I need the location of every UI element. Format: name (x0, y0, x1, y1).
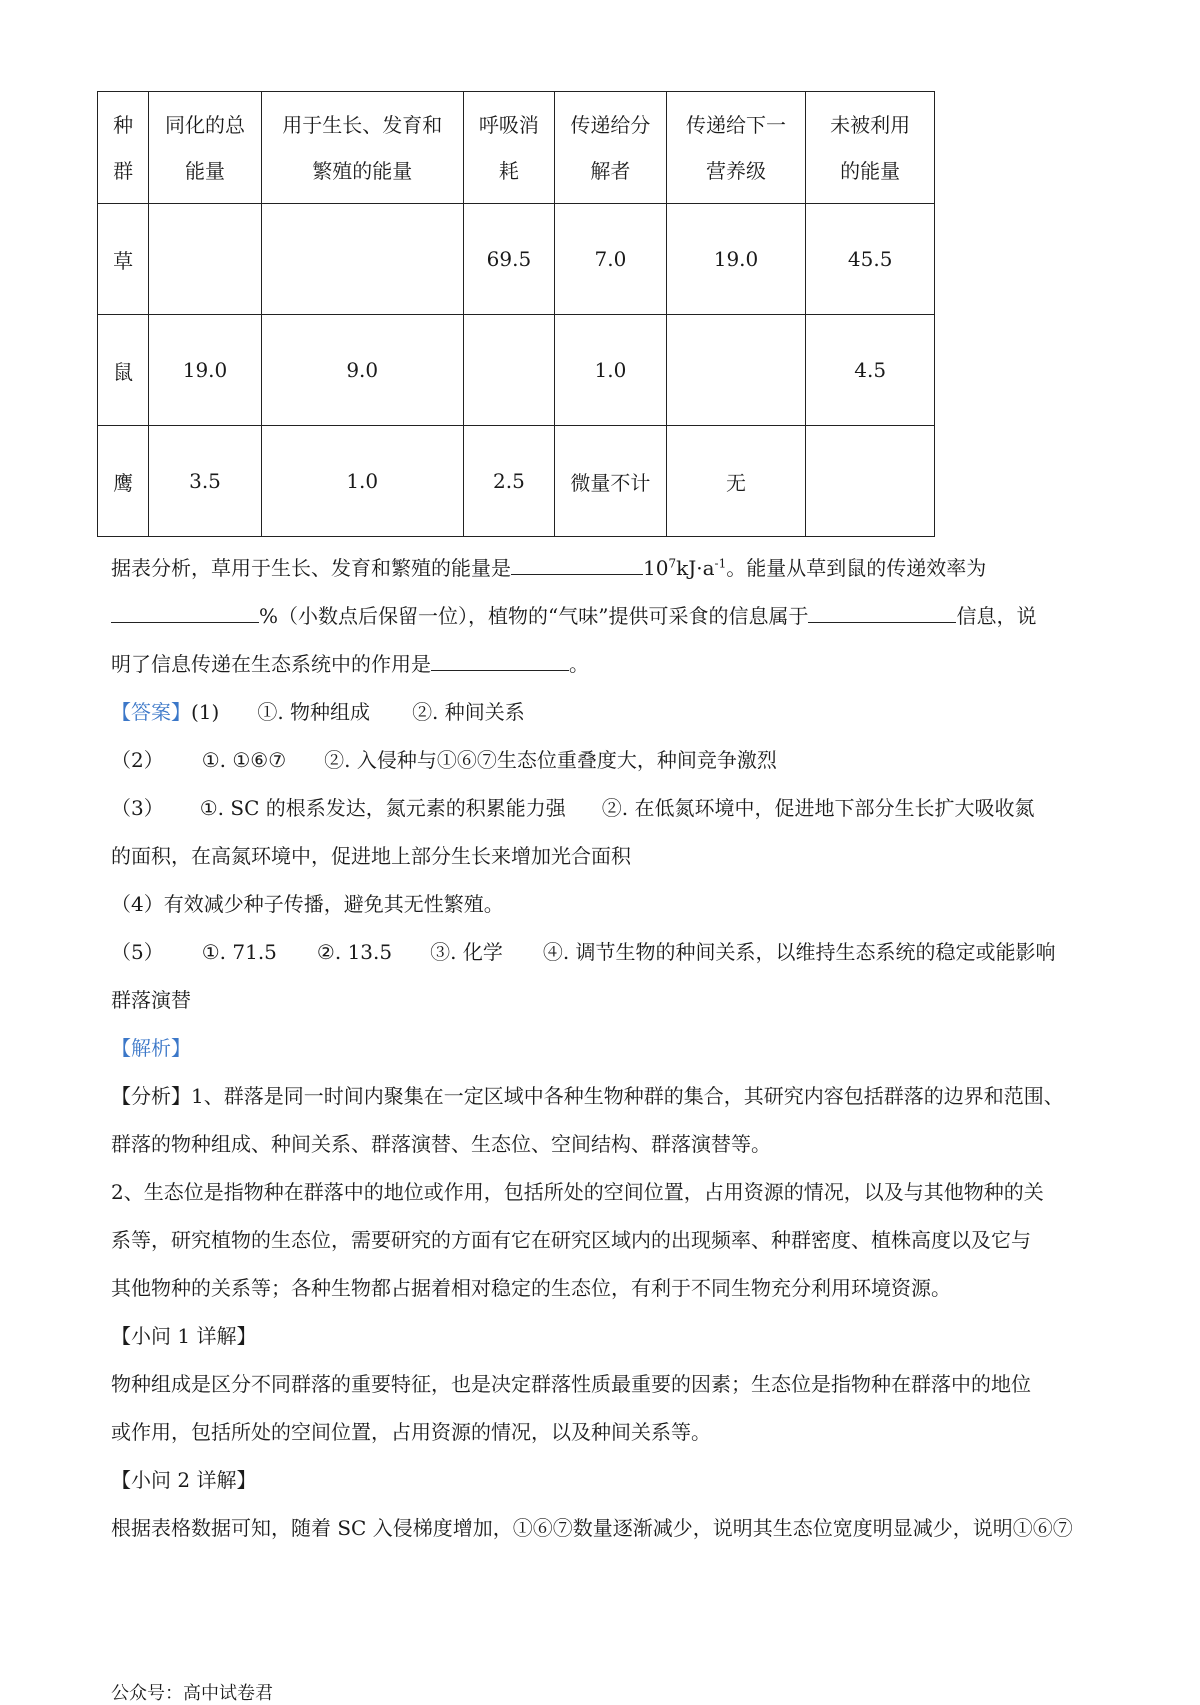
table-cell: 鹰 (98, 426, 149, 537)
unit-text: kJ·a (676, 556, 715, 580)
answer-blank (431, 650, 569, 671)
answer-number: （5） (111, 940, 164, 964)
unit-exponent: -1 (714, 556, 727, 571)
answer-item: ①. SC 的根系发达，氮元素的积累能力强 (199, 796, 566, 820)
answer-line-5 (111, 936, 1101, 965)
answer-number: （3） (111, 796, 164, 820)
subquestion-heading: 【小问 2 详解】 (111, 1468, 257, 1492)
answer-item: ①. 71.5 (201, 940, 277, 964)
energy-table (97, 91, 935, 537)
answer-item: （4）有效减少种子传播，避免其无性繁殖。 (111, 892, 504, 916)
answer-blank (111, 602, 259, 623)
table-cell: 19.0 (149, 315, 262, 426)
answer-number: （2） (111, 748, 164, 772)
table-cell: 45.5 (806, 204, 935, 315)
analysis-tag: 【解析】 (111, 1036, 191, 1060)
table-row (98, 426, 935, 537)
answer-blank (808, 602, 956, 623)
table-cell: 7.0 (555, 204, 667, 315)
answer-item: ②. 在低氮环境中，促进地下部分生长扩大吸收氮 (601, 796, 1035, 820)
question-line-3 (111, 648, 1101, 677)
question-text: 据表分析，草用于生长、发育和繁殖的能量是 (111, 556, 511, 580)
answer-blank (511, 554, 643, 575)
table-header-cell: 呼吸消 耗 (463, 92, 554, 204)
table-cell: 4.5 (806, 315, 935, 426)
answer-tag: 【答案】 (111, 700, 191, 724)
table-cell: 3.5 (149, 426, 262, 537)
table-cell: 2.5 (463, 426, 554, 537)
answer-item: ①. ①⑥⑦ (201, 748, 287, 772)
table-cell (149, 204, 262, 315)
answer-line-2 (111, 744, 1101, 773)
unit-exponent: 7 (668, 556, 677, 571)
question-text: %（小数点后保留一位），植物的“气味”提供可采食的信息属于 (259, 604, 809, 628)
question-text: 。能量从草到鼠的传递效率为 (726, 556, 987, 580)
analysis-line: 根据表格数据可知，随着 SC 入侵梯度增加，①⑥⑦数量逐渐减少，说明其生态位宽度明显减少，说明①⑥⑦ (111, 1516, 1073, 1540)
question-text: 信息，说 (956, 604, 1037, 628)
answer-item: ②. 种间关系 (412, 700, 525, 724)
table-cell: 草 (98, 204, 149, 315)
table-header-cell: 种 群 (98, 92, 149, 204)
analysis-line: 物种组成是区分不同群落的重要特征，也是决定群落性质最重要的因素；生态位是指物种在群落中的地位 (111, 1372, 1031, 1396)
answer-line-1 (111, 696, 1101, 725)
table-header-cell: 同化的总 能量 (149, 92, 262, 204)
table-cell: 无 (666, 426, 806, 537)
table-cell (261, 204, 463, 315)
table-header-cell: 传递给分 解者 (555, 92, 667, 204)
table-header-row (98, 92, 935, 204)
table-cell: 1.0 (555, 315, 667, 426)
answer-line-3 (111, 792, 1101, 821)
analysis-line: 【分析】1、群落是同一时间内聚集在一定区域中各种生物种群的集合，其研究内容包括群落的边界和范围、 (111, 1084, 1064, 1108)
table-cell (806, 426, 935, 537)
analysis-line: 其他物种的关系等；各种生物都占据着相对稳定的生态位，有利于不同生物充分利用环境资源。 (111, 1276, 951, 1300)
answer-line-5-cont (111, 984, 1101, 1013)
analysis-line: 系等，研究植物的生态位，需要研究的方面有它在研究区域内的出现频率、种群密度、植株高度以及它与 (111, 1228, 1031, 1252)
unit-text: 10 (643, 556, 669, 580)
answer-line-4 (111, 888, 1101, 917)
table-header-cell: 用于生长、发育和 繁殖的能量 (261, 92, 463, 204)
table-header-cell: 未被利用 的能量 (806, 92, 935, 204)
analysis-line: 2、生态位是指物种在群落中的地位或作用，包括所处的空间位置，占用资源的情况，以及与其他物种的关 (111, 1180, 1044, 1204)
question-line-1 (111, 552, 1101, 581)
answer-item: ①. 物种组成 (257, 700, 371, 724)
answer-item: ③. 化学 (430, 940, 503, 964)
table-cell: 1.0 (261, 426, 463, 537)
table-cell: 19.0 (666, 204, 806, 315)
question-line-2 (111, 600, 1101, 629)
answer-item: 的面积，在高氮环境中，促进地上部分生长来增加光合面积 (111, 844, 631, 868)
table-cell (666, 315, 806, 426)
table-cell: 鼠 (98, 315, 149, 426)
footer-text: 公众号：高中试卷君 (111, 1683, 273, 1704)
analysis-line: 或作用，包括所处的空间位置，占用资源的情况，以及种间关系等。 (111, 1420, 711, 1444)
answer-item: ②. 13.5 (316, 940, 393, 964)
answer-line-3-cont (111, 840, 1101, 869)
answer-item: ②. 入侵种与①⑥⑦生态位重叠度大，种间竞争激烈 (324, 748, 777, 772)
answer-number: (1) (191, 700, 220, 724)
answer-item: 群落演替 (111, 988, 191, 1012)
table-cell: 69.5 (463, 204, 554, 315)
table-row (98, 204, 935, 315)
table-cell (463, 315, 554, 426)
table-row (98, 315, 935, 426)
table-cell: 微量不计 (555, 426, 667, 537)
table-header-cell: 传递给下一 营养级 (666, 92, 806, 204)
table-cell: 9.0 (261, 315, 463, 426)
answer-item: ④. 调节生物的种间关系，以维持生态系统的稳定或能影响 (542, 940, 1056, 964)
subquestion-heading: 【小问 1 详解】 (111, 1324, 257, 1348)
question-text: 明了信息传递在生态系统中的作用是 (111, 652, 431, 676)
analysis-line: 群落的物种组成、种间关系、群落演替、生态位、空间结构、群落演替等。 (111, 1132, 771, 1156)
question-text: 。 (569, 652, 589, 676)
